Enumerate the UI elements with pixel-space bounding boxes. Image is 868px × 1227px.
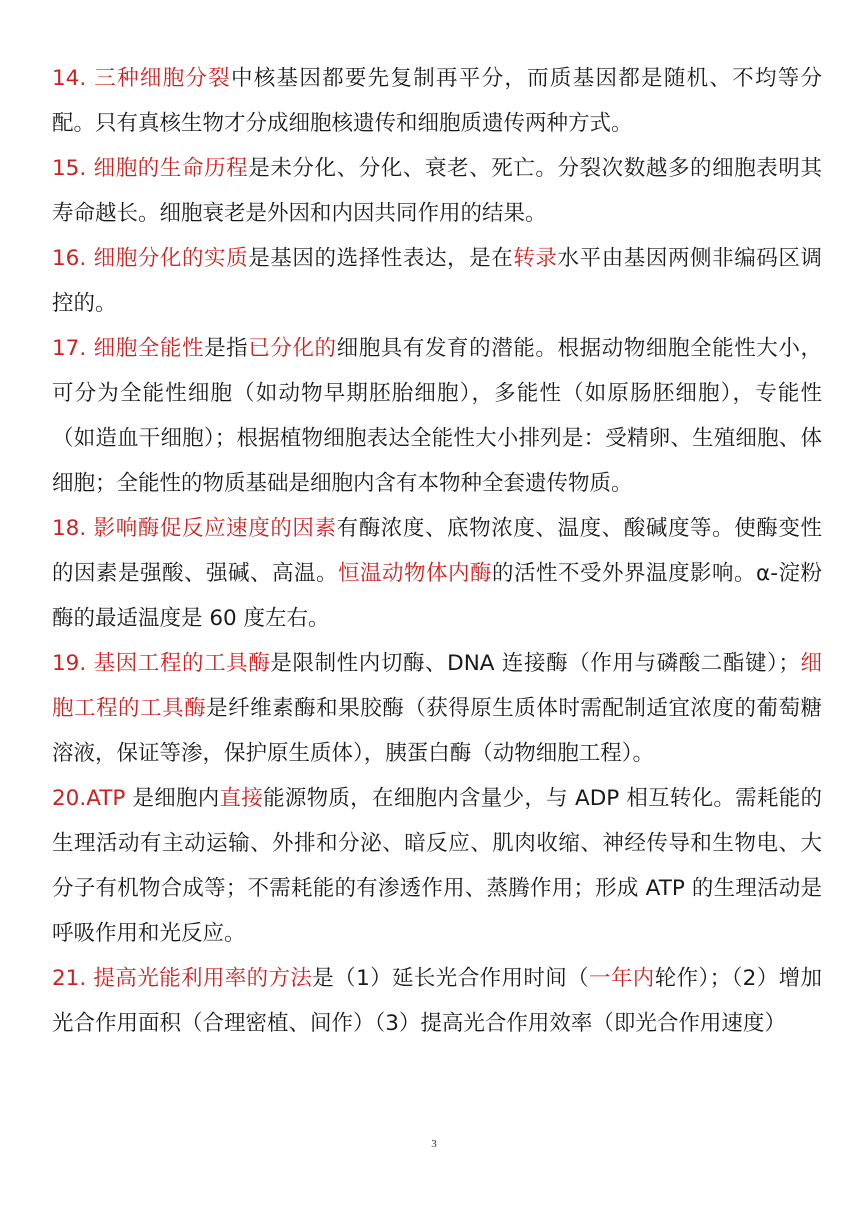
text-segment: 是未分化、分化、衰老、死亡。分裂次数越多的细胞表明其寿命越长。细胞衰老是外因和内因共同作用的结果。 (52, 156, 822, 226)
paragraph-19 (52, 641, 822, 776)
paragraph-15 (52, 146, 822, 236)
text-segment: 中核基因都要先复制再平分，而质基因都是随机、不均等分配。只有真核生物才分成细胞核遗传和细胞质遗传两种方式。 (52, 66, 822, 136)
text-segment: 轮作）；（2）增加光合作用面积（合理密植、间作）（3）提高光合作用效率（即光合作用速度） (52, 966, 822, 1036)
paragraph-20 (52, 776, 822, 956)
term-heading: 17. 细胞全能性 (52, 336, 205, 361)
term-heading: 18. 影响酶促反应速度的因素 (52, 516, 337, 541)
term-heading: 15. 细胞的生命历程 (52, 156, 249, 181)
document-body (52, 56, 822, 1046)
term-heading: 20.ATP (52, 786, 126, 811)
term-heading: 21. 提高光能利用率的方法 (52, 966, 313, 991)
text-segment: 是指 (204, 336, 249, 361)
highlight-term: 直接 (219, 786, 264, 811)
text-segment: 是基因的选择性表达，是在 (248, 246, 514, 271)
text-segment: 是纤维素酶和果胶酶（获得原生质体时需配制适宜浓度的葡萄糖溶液，保证等渗，保护原生质体），胰蛋白酶（动物细胞工程）。 (52, 696, 822, 766)
paragraph-18 (52, 506, 822, 641)
term-heading: 14. 三种细胞分裂 (52, 66, 231, 91)
page-number: 3 (431, 1138, 437, 1150)
text-segment: 是细胞内 (125, 786, 220, 811)
term-heading: 16. 细胞分化的实质 (52, 246, 249, 271)
highlight-term: 一年内 (589, 966, 655, 991)
paragraph-17 (52, 326, 822, 506)
text-segment: 能源物质，在细胞内含量少，与 ADP 相互转化。需耗能的生理活动有主动运输、外排和分泌、暗反应、肌肉收缩、神经传导和生物电、大分子有机物合成等；不需耗能的有渗透作用、蒸腾作用；形成 ATP 的生理活动是呼吸作用和光反应。 (52, 786, 822, 946)
text-segment: 是（1）延长光合作用时间（ (312, 966, 590, 991)
text-segment: 是限制性内切酶、DNA 连接酶（作用与磷酸二酯键）； (270, 651, 800, 676)
paragraph-16 (52, 236, 822, 326)
term-heading: 19. 基因工程的工具酶 (52, 651, 271, 676)
highlight-term: 恒温动物体内酶 (338, 561, 493, 586)
text-segment: 有酶浓度、底物浓度、温度、酸碱度等。使酶变性的因素是强酸、强碱、高温。 (52, 516, 822, 586)
paragraph-14 (52, 56, 822, 146)
text-segment: 水平由基因两侧非编码区调控的。 (52, 246, 822, 316)
paragraph-21 (52, 956, 822, 1046)
highlight-term: 已分化的 (248, 336, 337, 361)
text-segment: 细胞具有发育的潜能。根据动物细胞全能性大小，可分为全能性细胞（如动物早期胚胎细胞），多能性（如原肠胚细胞），专能性（如造血干细胞）；根据植物细胞表达全能性大小排列是：受精卵、生殖细胞、体细胞；全能性的物质基础是细胞内含有本物种全套遗传物质。 (52, 336, 822, 496)
highlight-term: 转录 (513, 246, 558, 271)
text-segment: 的活性不受外界温度影响。α-淀粉酶的最适温度是 60 度左右。 (52, 561, 822, 631)
highlight-term: 细胞工程的工具酶 (52, 651, 823, 721)
